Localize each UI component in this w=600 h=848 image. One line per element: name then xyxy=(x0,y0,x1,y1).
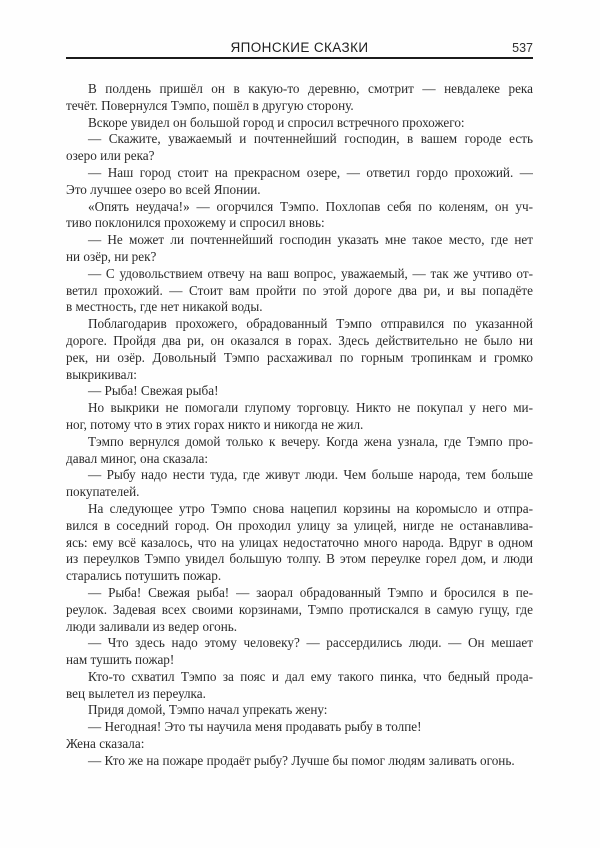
text-line: — Кто же на пожаре продаёт рыбу? Лучше бы помог людям заливать огонь. xyxy=(88,752,515,768)
text-line: рек, ни озёр. Довольный Тэмпо расхаживал по горным тропинкам и громко xyxy=(66,349,533,365)
text-line: — Наш город стоит на прекрасном озере, — ответил гордо прохожий. — xyxy=(88,164,533,180)
text-line: вился в соседний город. Он проходил улицу за улицей, нигде не останавлива- xyxy=(66,517,533,533)
text-line: В полдень пришёл он в какую-то деревню, смотрит — невдалеке река xyxy=(88,81,533,96)
text-line: озеро или река? xyxy=(66,148,155,164)
text-line: На следующее утро Тэмпо снова нацепил корзины на коромысло и отпра- xyxy=(88,500,533,516)
text-line: старались потушить пожар. xyxy=(66,568,222,584)
text-line: — Рыба! Свежая рыба! — заорал обрадованный Тэмпо и бросился в пе- xyxy=(88,584,533,600)
page-body xyxy=(66,81,533,770)
text-line: выкрикивал: xyxy=(66,366,137,382)
text-line: Поблагодарив прохожего, обрадованный Тэмпо отправился по указанной xyxy=(88,316,533,332)
text-line: — Негодная! Это ты научила меня продавать рыбу в толпе! xyxy=(88,719,422,735)
text-line: — Что здесь надо этому человеку? — рассердились люди. — Он мешает xyxy=(88,635,533,651)
text-line: Придя домой, Тэмпо начал упрекать жену: xyxy=(88,702,328,718)
text-line: Но выкрики не помогали глупому торговцу. Никто не покупал у него ми- xyxy=(88,400,533,416)
text-line: Тэмпо вернулся домой только к вечеру. Когда жена узнала, где Тэмпо про- xyxy=(88,433,533,449)
text-line: в местность, где нет никакой воды. xyxy=(66,299,263,315)
text-line: реулок. Задевая всех своими корзинами, Тэмпо протискался в самую гущу, где xyxy=(66,601,533,617)
text-line: течёт. Повернулся Тэмпо, пошёл в другую сторону. xyxy=(66,97,354,113)
text-line: — Рыба! Свежая рыба! xyxy=(88,383,219,399)
text-line: покупателей. xyxy=(66,484,140,500)
text-line: — Не может ли почтеннейший господин указать мне такое место, где нет xyxy=(88,232,533,248)
text-line: «Опять неудача!» — огорчился Тэмпо. Похлопав себя по коленям, он уч- xyxy=(88,198,533,214)
text-line: давал миног, она сказала: xyxy=(66,450,209,466)
text-line: из переулков Тэмпо увидел большую толпу. В этом переулке горел дом, и люди xyxy=(66,551,533,567)
header-rule xyxy=(66,57,533,59)
text-line: Вскоре увидел он большой город и спросил встречного прохожего: xyxy=(88,114,465,130)
text-line: ни озёр, ни рек? xyxy=(66,248,157,264)
text-line: нам тушить пожар! xyxy=(66,652,175,668)
text-line: Жена сказала: xyxy=(66,736,145,752)
text-line: ясь: ему всё казалось, что на улицах недостаточно много народа. Вдруг в одном xyxy=(66,534,533,550)
text-line: — Скажите, уважаемый и почтеннейший господин, в вашем городе есть xyxy=(88,131,533,147)
text-line: — Рыбу надо нести туда, где живут люди. Чем больше народа, тем больше xyxy=(88,467,533,483)
text-line: — С удовольствием отвечу на ваш вопрос, уважаемый, — так же учтиво от- xyxy=(88,265,533,281)
text-line: ветил прохожий. — Стоит вам пройти по этой дороге два ри, и вы попадёте xyxy=(66,282,533,298)
page-header xyxy=(66,36,533,57)
text-line: ног, потому что в этих горах никто и никогда не жил. xyxy=(66,416,364,432)
text-line: Это лучшее озеро во всей Японии. xyxy=(66,181,261,197)
text-line: Кто-то схватил Тэмпо за пояс и дал ему такого пинка, что бедный прода- xyxy=(88,668,533,684)
text-line: вец вылетел из переулка. xyxy=(66,685,206,701)
page-content xyxy=(66,36,533,770)
page-number: 537 xyxy=(512,41,533,55)
text-line: тиво поклонился прохожему и спросил вновь: xyxy=(66,215,325,231)
text-line: люди заливали из ведер огонь. xyxy=(66,618,238,634)
running-title: ЯПОНСКИЕ СКАЗКИ xyxy=(230,40,369,55)
text-line: дороге. Пройдя два ри, он оказался в горах. Здесь действительно не было ни xyxy=(66,332,533,348)
